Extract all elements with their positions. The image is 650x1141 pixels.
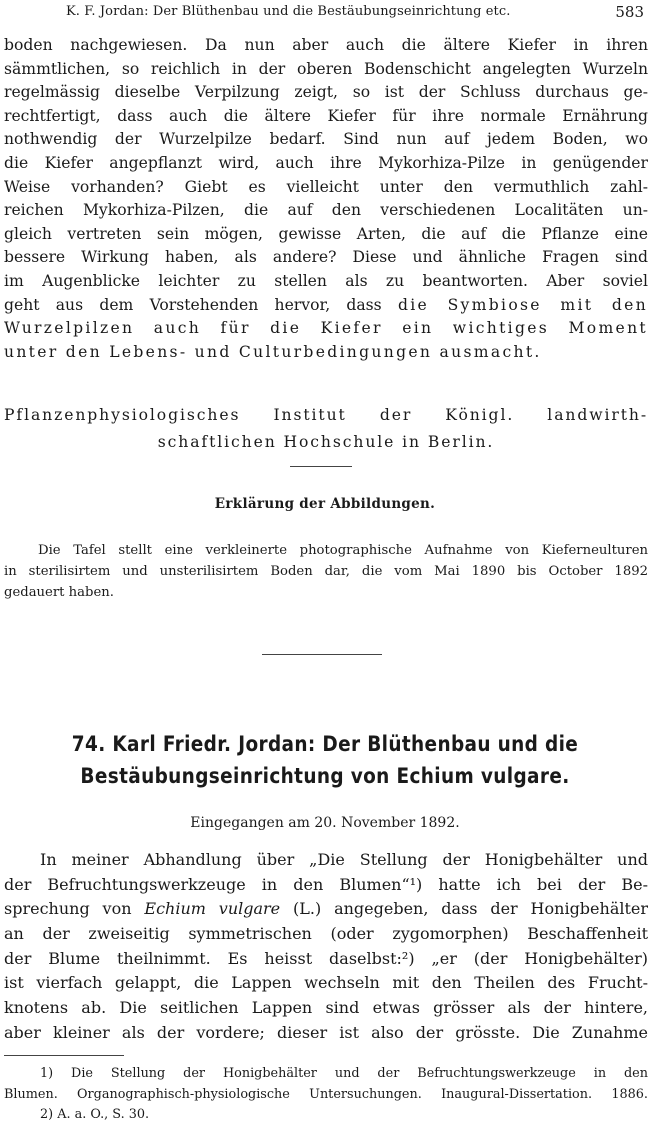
received-date: Eingegangen am 20. November 1892.: [190, 815, 460, 831]
article-body: [4, 848, 648, 1046]
article-title: 74. Karl Friedr. Jordan: Der Blüthenbau und die: [71, 732, 579, 756]
text-line: der Befruchtungswerkzeuge in den Blumen“¹) hatte ich bei der Be-: [4, 874, 648, 894]
text-line: Weise vorhanden? Giebt es vielleicht unter den vermuthlich zahl-: [4, 177, 648, 196]
divider: [290, 466, 352, 467]
text-line: reichen Mykorhiza-Pilzen, die auf den verschiedenen Localitäten un-: [4, 201, 648, 220]
text-line: an der zweiseitig symmetrischen (oder zygomorphen) Beschaffenheit: [4, 924, 648, 944]
text-line: ist vierfach gelappt, die Lappen wechseln mit den Theilen des Frucht-: [4, 973, 648, 993]
text-line: nothwendig der Wurzelpilze bedarf. Sind nun auf jedem Boden, wo: [4, 130, 648, 149]
text-line: bessere Wirkung haben, als andere? Diese und ähnliche Fragen sind: [4, 248, 648, 267]
text-line: die Kiefer angepflanzt wird, auch ihre Mykorhiza-Pilze in genügender: [4, 153, 648, 172]
text-line-spaced: unter den Lebens- und Culturbedingungen ausmacht.: [4, 342, 542, 361]
text-line: Die Tafel stellt eine verkleinerte photographische Aufnahme von Kieferneulturen: [38, 543, 648, 558]
text-line: knotens ab. Die seitlichen Lappen sind etwas grösser als der hintere,: [4, 998, 648, 1018]
article-title: Bestäubungseinrichtung von Echium vulgare.: [80, 764, 570, 788]
institute-line: Pflanzenphysiologisches Institut der Königl. landwirth-: [4, 406, 648, 424]
page-number: 583: [615, 3, 644, 21]
text-line: der Blume theilnimmt. Es heisst daselbst:²) „er (der Honigbehälter): [4, 948, 648, 968]
erklaerung-text: [4, 540, 648, 603]
text-line: regelmässig dieselbe Verpilzung zeigt, so ist der Schluss durchaus ge-: [4, 83, 648, 102]
text-line-mixed: [4, 294, 648, 318]
section-divider: [262, 654, 382, 655]
text-plain: (L.) angegeben, dass der Honigbehälter: [293, 899, 648, 919]
continuation-paragraph: [4, 34, 648, 364]
text-line: In meiner Abhandlung über „Die Stellung der Honigbehälter und: [40, 850, 648, 869]
footnote-1-cont: Blumen. Organographisch-physiologische Untersuchungen. Inaugural-Dissertation. 1886.: [4, 1086, 648, 1102]
text-plain: geht aus dem Vorstehenden hervor, dass: [4, 295, 382, 314]
footnote-1: 1) Die Stellung der Honigbehälter und der Befruchtungswerkzeuge in den: [40, 1066, 648, 1081]
footnote-2: 2) A. a. O., S. 30.: [40, 1107, 150, 1122]
text-line: sämmtlichen, so reichlich in der oberen Bodenschicht angelegten Wurzeln: [4, 59, 648, 78]
species-name: Echium vulgare: [144, 899, 281, 919]
footnotes: [4, 1064, 648, 1126]
running-head: [0, 4, 650, 26]
footnote-rule: [4, 1055, 124, 1056]
text-line: gedauert haben.: [4, 585, 114, 600]
text-line: boden nachgewiesen. Da nun aber auch die ältere Kiefer in ihren: [4, 36, 648, 54]
institute-signature: [4, 402, 648, 456]
text-line: im Augenblicke leichter zu stellen als zu beantworten. Aber soviel: [4, 271, 648, 290]
text-spaced: die Symbiose mit den: [397, 295, 648, 314]
text-line: in sterilisirtem und unsterilisirtem Boden dar, die vom Mai 1890 bis October 1892: [4, 564, 648, 579]
institute-line: schaftlichen Hochschule in Berlin.: [157, 433, 495, 451]
running-head-title: K. F. Jordan: Der Blüthenbau und die Bestäubungseinrichtung etc.: [66, 4, 511, 19]
text-line: aber kleiner als der vordere; dieser ist also der grösste. Die Zunahme: [4, 1022, 648, 1042]
text-line-spaced: Wurzelpilzen auch für die Kiefer ein wichtiges Moment: [4, 319, 648, 338]
text-line-mixed: [4, 897, 648, 922]
erklaerung-heading: Erklärung der Abbildungen.: [214, 496, 436, 512]
text-plain: sprechung von: [4, 899, 132, 919]
text-line: gleich vertreten sein mögen, gewisse Arten, die auf die Pflanze eine: [4, 224, 648, 243]
text-line: rechtfertigt, dass auch die ältere Kiefer für ihre normale Ernährung: [4, 106, 648, 125]
